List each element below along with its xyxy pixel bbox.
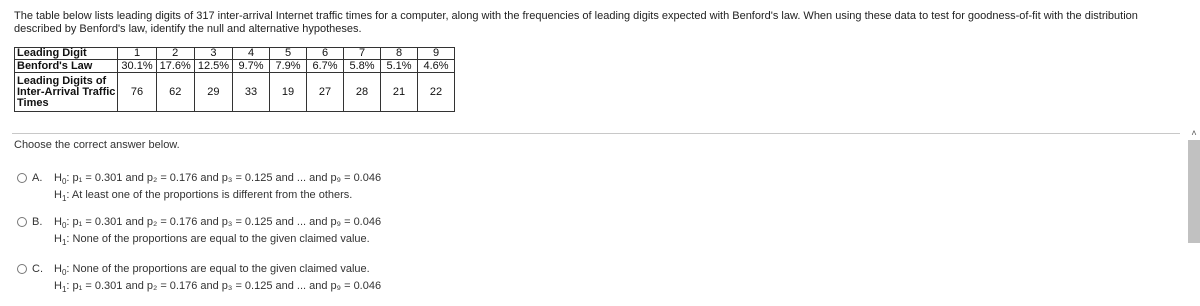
option-letter: C.: [32, 263, 43, 275]
benford-cell: 17.6%: [156, 60, 194, 73]
hypothesis-alt: $H_1$: p₁ = 0.301 and p₂ = 0.176 and p₃ = 0.125 and ... and p₉ = 0.046: [54, 280, 382, 294]
traffic-cell: 27: [307, 73, 344, 112]
table-row: [15, 73, 455, 112]
traffic-label: [15, 73, 118, 112]
digit-cell: 6: [307, 48, 344, 60]
header-label: Leading Digit: [15, 48, 118, 60]
radio-button[interactable]: [17, 264, 27, 274]
benford-cell: 5.1%: [381, 60, 418, 73]
radio-button[interactable]: [17, 217, 27, 227]
benford-cell: 5.8%: [344, 60, 381, 73]
hypothesis-null: $H_0$: p₁ = 0.301 and p₂ = 0.176 and p₃ = 0.125 and ... and p₉ = 0.046: [54, 216, 382, 230]
traffic-cell: 22: [418, 73, 455, 112]
traffic-label-line: Leading Digits of: [17, 74, 107, 87]
question-text: The table below lists leading digits of 317 inter-arrival Internet traffic times for a computer, along with the frequencies of leading digits expected with Benford's law. When using these data to test for goodness-of-fit with the distribution described by Benford's law, identify the null and alternative hypotheses.: [14, 10, 1138, 35]
digit-cell: 1: [118, 48, 156, 60]
traffic-cell: 76: [118, 73, 156, 112]
table-row: [15, 48, 455, 60]
option-letter: A.: [32, 172, 43, 184]
traffic-label-line: Times: [17, 96, 49, 109]
answer-prompt: Choose the correct answer below.: [14, 139, 180, 151]
divider: [12, 133, 1180, 134]
benford-cell: 6.7%: [307, 60, 344, 73]
traffic-label-line: Inter-Arrival Traffic: [17, 85, 116, 98]
benford-cell: 12.5%: [194, 60, 232, 73]
digit-cell: 2: [156, 48, 194, 60]
hypothesis-null: $H_0$: None of the proportions are equal to the given claimed value.: [54, 263, 370, 277]
digit-cell: 3: [194, 48, 232, 60]
digit-cell: 9: [418, 48, 455, 60]
traffic-cell: 33: [233, 73, 270, 112]
benford-cell: 4.6%: [418, 60, 455, 73]
benford-cell: 9.7%: [233, 60, 270, 73]
digit-cell: 7: [344, 48, 381, 60]
benford-cell: 30.1%: [118, 60, 156, 73]
traffic-cell: 19: [270, 73, 307, 112]
hypothesis-alt: $H_1$: At least one of the proportions is different from the others.: [54, 189, 353, 203]
radio-button[interactable]: [17, 173, 27, 183]
digit-cell: 8: [381, 48, 418, 60]
traffic-cell: 21: [381, 73, 418, 112]
benford-label: Benford's Law: [15, 60, 118, 73]
digit-cell: 5: [270, 48, 307, 60]
traffic-cell: 29: [194, 73, 232, 112]
option-letter: B.: [32, 216, 43, 228]
table-row: [15, 60, 455, 73]
traffic-cell: 62: [156, 73, 194, 112]
scrollbar-thumb[interactable]: [1188, 140, 1200, 243]
chevron-up-icon[interactable]: ˄: [1191, 128, 1197, 138]
traffic-cell: 28: [344, 73, 381, 112]
hypothesis-alt: $H_1$: None of the proportions are equal to the given claimed value.: [54, 233, 370, 247]
benford-table: [14, 47, 455, 112]
hypothesis-null: $H_0$: p₁ = 0.301 and p₂ = 0.176 and p₃ = 0.125 and ... and p₉ = 0.046: [54, 172, 382, 186]
benford-cell: 7.9%: [270, 60, 307, 73]
digit-cell: 4: [233, 48, 270, 60]
